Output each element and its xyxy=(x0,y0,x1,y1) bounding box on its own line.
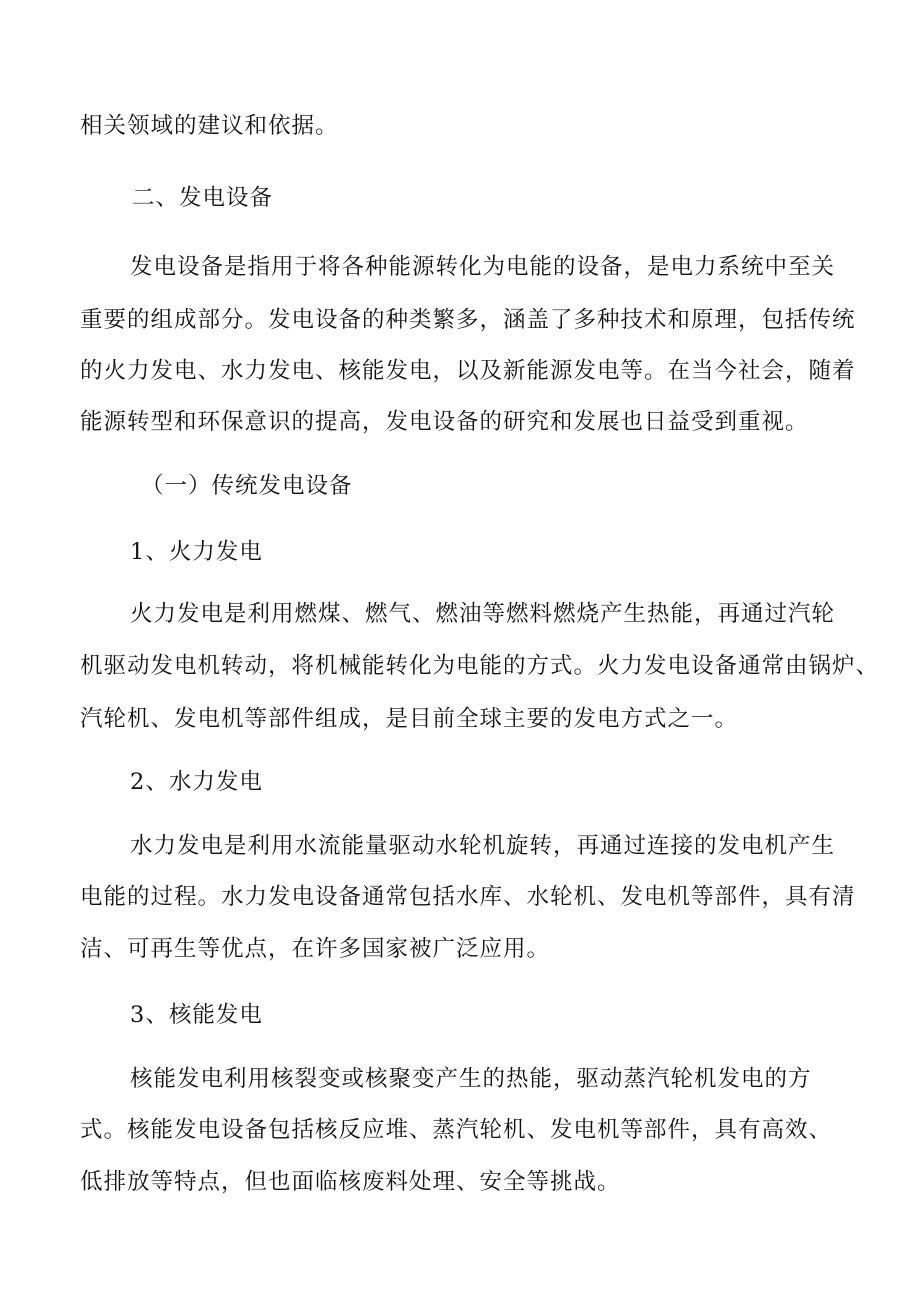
paragraph-line: 能源转型和环保意识的提高，发电设备的研究和发展也日益受到重视。 xyxy=(80,409,809,435)
subsection-heading: （一）传统发电设备 xyxy=(141,473,353,499)
paragraph-line: 水力发电是利用水流能量驱动水轮机旋转，再通过连接的发电机产生 xyxy=(130,833,836,859)
paragraph-line: 核能发电利用核裂变或核聚变产生的热能，驱动蒸汽轮机发电的方 xyxy=(130,1066,812,1092)
paragraph-line: 机驱动发电机转动，将机械能转化为电能的方式。火力发电设备通常由锅炉、 xyxy=(80,653,880,679)
item-heading: 1、火力发电 xyxy=(130,539,263,565)
paragraph-line: 电能的过程。水力发电设备通常包括水库、水轮机、发电机等部件，具有清 xyxy=(80,884,856,910)
paragraph-line: 式。核能发电设备包括核反应堆、蒸汽轮机、发电机等部件，具有高效、 xyxy=(80,1117,833,1143)
item-heading: 2、水力发电 xyxy=(130,769,263,795)
section-heading: 二、发电设备 xyxy=(132,185,274,211)
paragraph-line: 相关领域的建议和依据。 xyxy=(80,113,339,139)
paragraph-line: 洁、可再生等优点，在许多国家被广泛应用。 xyxy=(80,936,551,962)
paragraph-line: 的火力发电、水力发电、核能发电，以及新能源发电等。在当今社会，随着 xyxy=(80,358,856,384)
paragraph-line: 汽轮机、发电机等部件组成，是目前全球主要的发电方式之一。 xyxy=(80,706,739,732)
paragraph-line: 发电设备是指用于将各种能源转化为电能的设备，是电力系统中至关 xyxy=(130,254,836,280)
paragraph-line: 火力发电是利用燃煤、燃气、燃油等燃料燃烧产生热能，再通过汽轮 xyxy=(130,601,836,627)
paragraph-line: 低排放等特点，但也面临核废料处理、安全等挑战。 xyxy=(80,1169,621,1195)
item-heading: 3、核能发电 xyxy=(130,1002,263,1028)
paragraph-line: 重要的组成部分。发电设备的种类繁多，涵盖了多种技术和原理，包括传统 xyxy=(80,307,856,333)
